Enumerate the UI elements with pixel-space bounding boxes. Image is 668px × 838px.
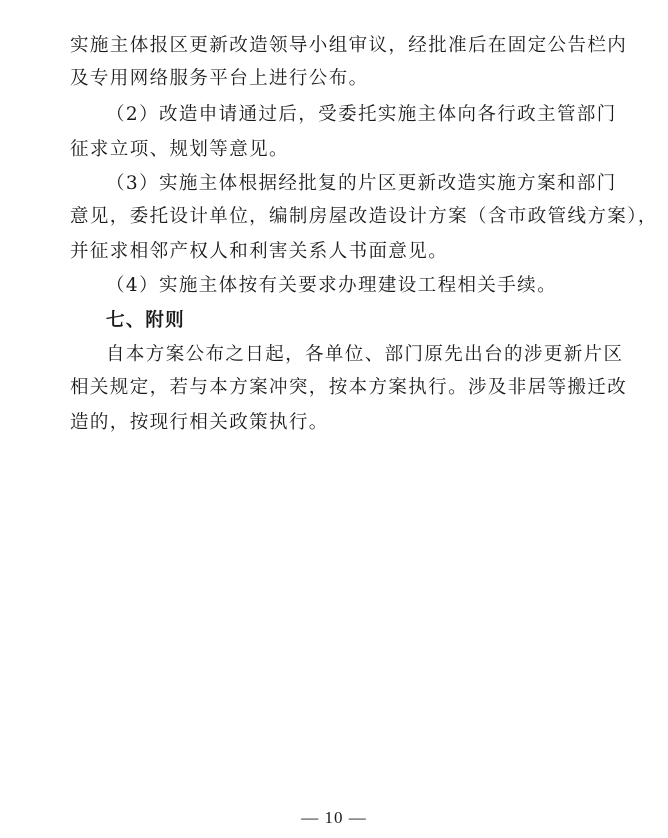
- body-line: （3）实施主体根据经批复的片区更新改造实施方案和部门: [106, 173, 617, 194]
- body-line: 自本方案公布之日起，各单位、部门原先出台的涉更新片区: [106, 344, 624, 365]
- body-line: 相关规定，若与本方案冲突，按本方案执行。涉及非居等搬迁改: [70, 377, 628, 398]
- body-line: 意见，委托设计单位，编制房屋改造设计方案（含市政管线方案），: [70, 206, 658, 227]
- body-line: （4）实施主体按有关要求办理建设工程相关手续。: [106, 275, 557, 296]
- body-line: 并征求相邻产权人和利害关系人书面意见。: [70, 241, 449, 262]
- body-line: 征求立项、规划等意见。: [70, 139, 289, 160]
- section-heading: 七、附则: [106, 310, 185, 331]
- body-line: 实施主体报区更新改造领导小组审议，经批准后在固定公告栏内: [70, 35, 628, 56]
- body-line: 及专用网络服务平台上进行公布。: [70, 68, 369, 89]
- page-number: — 10 —: [301, 808, 367, 827]
- body-line: 造的，按现行相关政策执行。: [70, 412, 329, 433]
- body-line: （2）改造申请通过后，受委托实施主体向各行政主管部门: [106, 104, 617, 125]
